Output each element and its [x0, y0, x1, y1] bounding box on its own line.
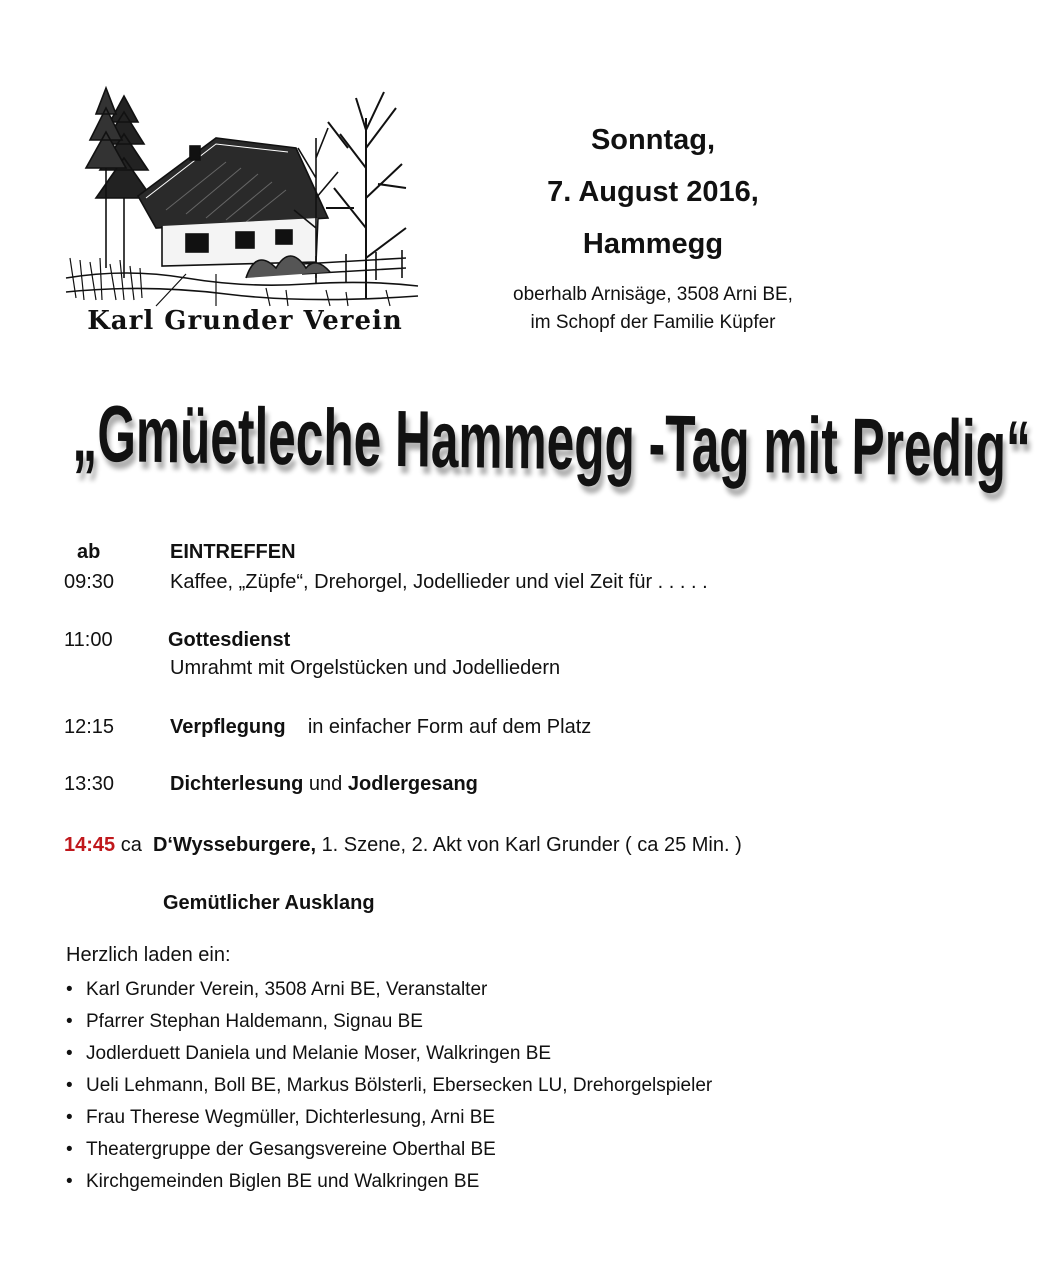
reading-label-1: Dichterlesung — [170, 773, 304, 795]
food-line — [170, 716, 591, 739]
service-time: 11:00 — [64, 629, 113, 651]
theater-text: 1. Szene, 2. Akt von Karl Grunder ( ca 25 Min. ) — [321, 834, 742, 856]
event-place: Hammegg — [582, 228, 724, 260]
venue-line-1: oberhalb Arnisäge, 3508 Arni BE, — [513, 284, 793, 305]
reading-label-2: Jodlergesang — [347, 773, 478, 795]
service-text: Umrahmt mit Orgelstücken und Jodelliedern — [170, 657, 561, 679]
event-venue — [468, 281, 838, 337]
arrival-label: EINTREFFEN — [170, 541, 296, 563]
reading-time: 13:30 — [64, 773, 115, 795]
list-item: • Ueli Lehmann, Boll BE, Markus Bölsterli, Ebersecken LU, Drehorgelspieler — [66, 1075, 713, 1096]
food-text: in einfacher Form auf dem Platz — [307, 716, 592, 738]
event-date-block — [480, 114, 826, 270]
invitation-title: Herzlich laden ein: — [66, 944, 231, 966]
food-label: Verpflegung — [170, 716, 286, 738]
main-title-wrapper — [0, 386, 1064, 504]
event-date: 7. August 2016, — [547, 176, 759, 208]
event-day: Sonntag, — [590, 124, 716, 156]
main-title: „Gmüetleche Hammegg -Tag mit Predig“ — [72, 388, 1032, 494]
theater-line — [64, 834, 742, 857]
list-item: • Theatergruppe der Gesangsvereine Oberthal BE — [66, 1139, 496, 1160]
list-item: • Pfarrer Stephan Haldemann, Signau BE — [66, 1011, 423, 1032]
theater-label: D‘Wysseburgere, — [152, 834, 316, 856]
service-label: Gottesdienst — [168, 629, 291, 651]
reading-connector: und — [308, 773, 343, 795]
list-item: • Kirchgemeinden Biglen BE und Walkringen BE — [66, 1171, 480, 1192]
arrival-text: Kaffee, „Züpfe“, Drehorgel, Jodellieder und viel Zeit für . . . . . — [170, 571, 708, 593]
farmhouse-with-trees-sketch-icon — [66, 78, 418, 306]
food-time: 12:15 — [64, 716, 115, 738]
closing-label: Gemütlicher Ausklang — [163, 892, 375, 914]
arrival-prefix: ab — [77, 541, 101, 563]
organization-name: Karl Grunder Verein — [87, 306, 403, 336]
reading-line — [170, 773, 478, 796]
arrival-time: 09:30 — [64, 571, 115, 593]
theater-time: 14:45 — [64, 834, 116, 856]
list-item: • Frau Therese Wegmüller, Dichterlesung, Arni BE — [66, 1107, 496, 1128]
list-item: • Karl Grunder Verein, 3508 Arni BE, Veranstalter — [66, 979, 488, 1000]
venue-line-2: im Schopf der Familie Küpfer — [530, 312, 776, 333]
invitation-list — [66, 976, 712, 1200]
theater-approx: ca — [120, 834, 142, 856]
list-item: • Jodlerduett Daniela und Melanie Moser, Walkringen BE — [66, 1043, 552, 1064]
